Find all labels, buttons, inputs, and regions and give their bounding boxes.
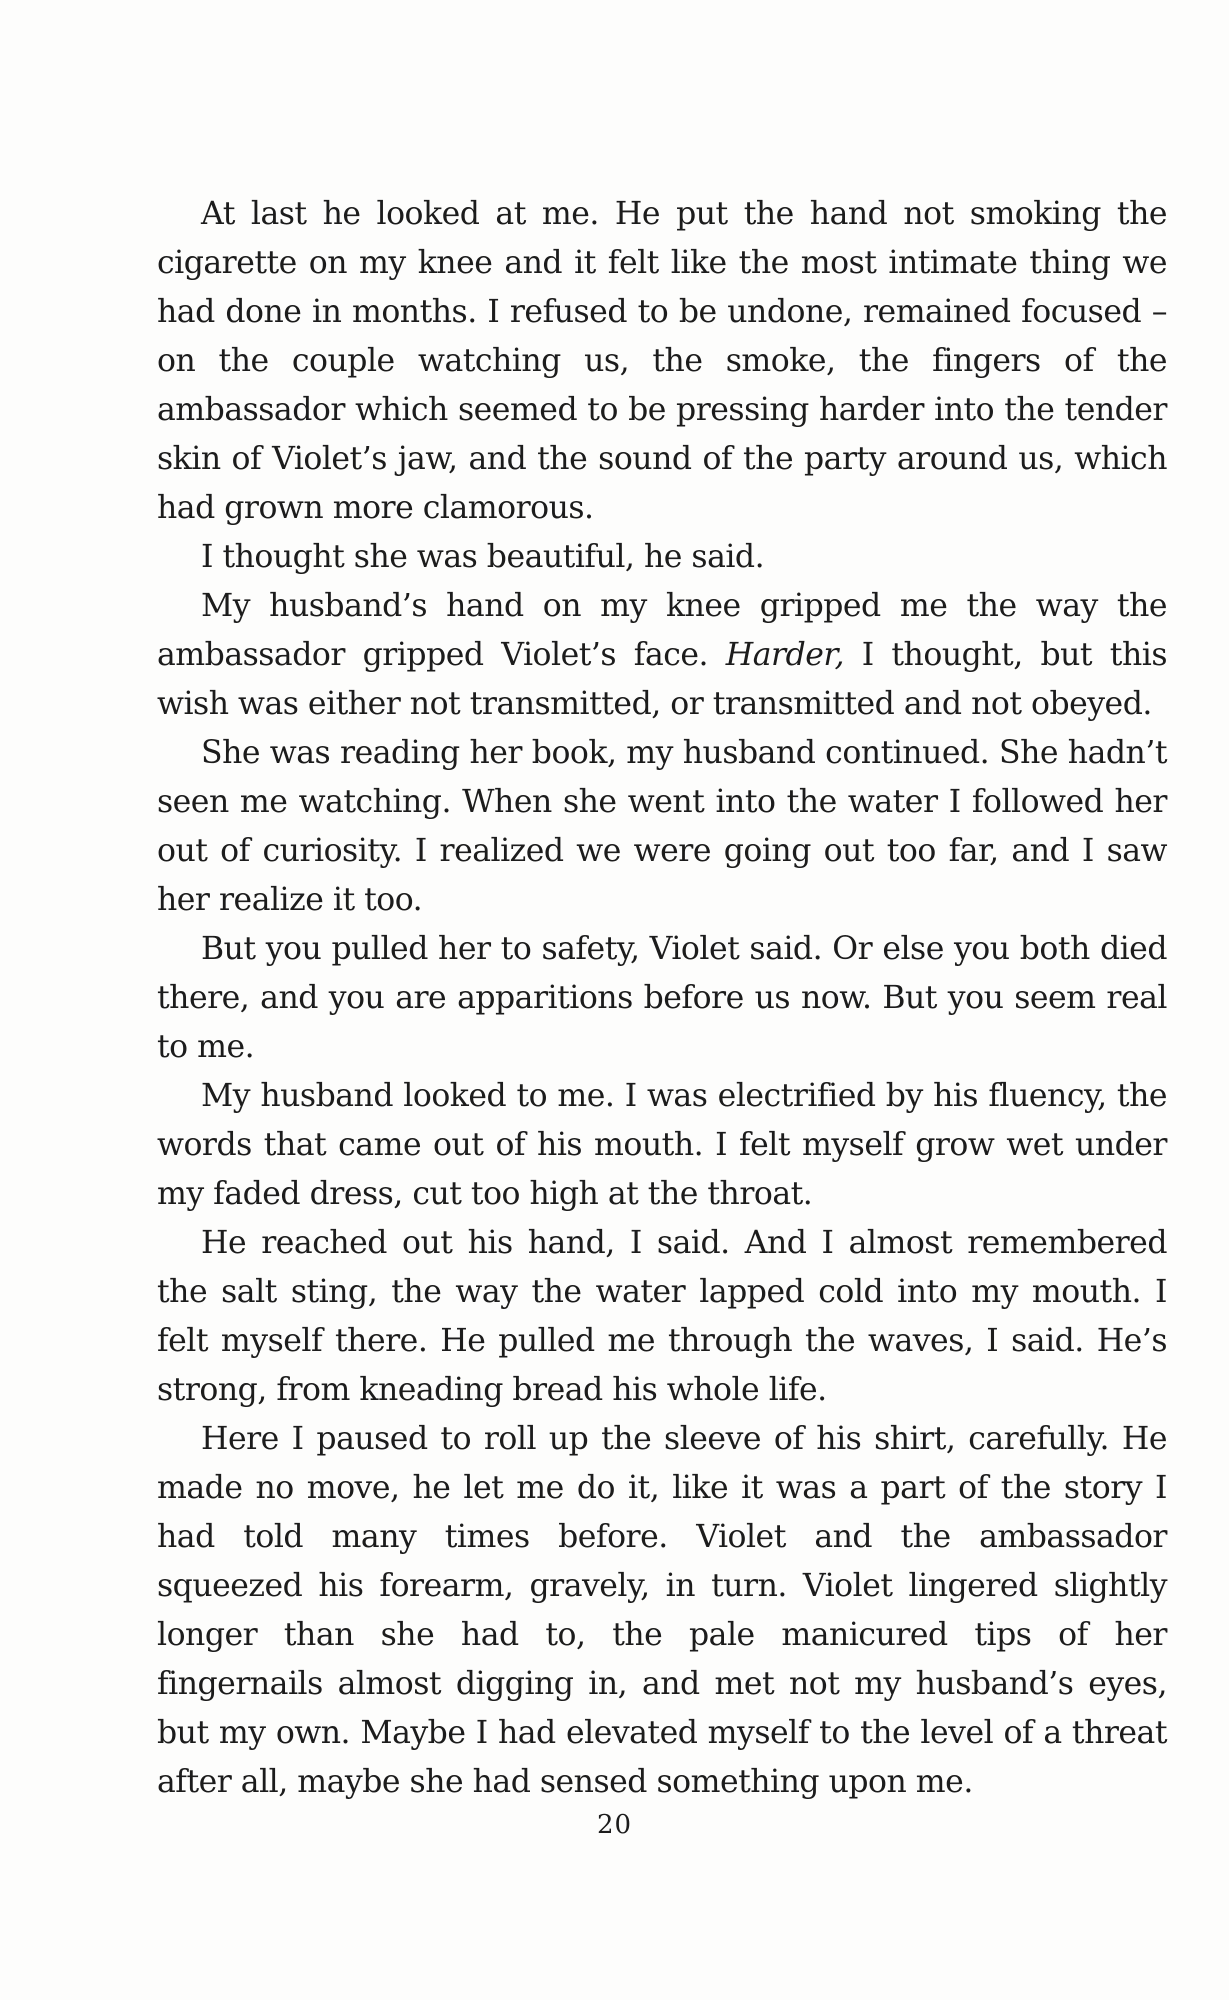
paragraph-3 <box>157 582 1167 729</box>
paragraph-3-before: My husband’s hand on my knee gripped me the way the ambassador gripped Violet’s face. <box>157 588 1167 673</box>
emphasized-word: Harder, <box>725 637 844 673</box>
paragraph-6: My husband looked to me. I was electrified by his fluency, the words that came out of his mouth. I felt myself grow wet under my faded dress, cut too high at the throat. <box>157 1078 1167 1212</box>
paragraph-5: But you pulled her to safety, Violet said. Or else you both died there, and you are apparitions before us now. But you seem real to me. <box>157 931 1167 1065</box>
page-number: 20 <box>596 1810 633 1840</box>
paragraph-4: She was reading her book, my husband continued. She hadn’t seen me watching. When she went into the water I followed her out of curiosity. I realized we were going out too far, and I saw her realize it too. <box>157 735 1167 918</box>
paragraph-1: At last he looked at me. He put the hand not smoking the cigarette on my knee and it felt like the most intimate thing we had done in months. I refused to be undone, remained focused – on the couple watching us, the smoke, the fingers of the ambassador which seemed to be pressing harder into the tender skin of Violet’s jaw, and the sound of the party around us, which had grown more clamorous. <box>157 196 1167 526</box>
paragraph-8: Here I paused to roll up the sleeve of his shirt, carefully. He made no move, he let me do it, like it was a part of the story I had told many times before. Violet and the ambassador squeezed his forearm, gravely, in turn. Violet lingered slightly longer than she had to, the pale manicured tips of her fingernails almost digging in, and met not my husband’s eyes, but my own. Maybe I had elevated myself to the level of a threat after all, maybe she had sensed something upon me. <box>157 1421 1167 1800</box>
paragraph-2: I thought she was beautiful, he said. <box>201 539 765 575</box>
paragraph-3-after: I thought, but this wish was either not transmitted, or transmitted and not obeyed. <box>157 637 1167 722</box>
paragraph-7: He reached out his hand, I said. And I almost remembered the salt sting, the way the water lapped cold into my mouth. I felt myself there. He pulled me through the waves, I said. He’s strong, from kneading bread his whole life. <box>157 1225 1167 1408</box>
body-text <box>157 190 1167 1807</box>
